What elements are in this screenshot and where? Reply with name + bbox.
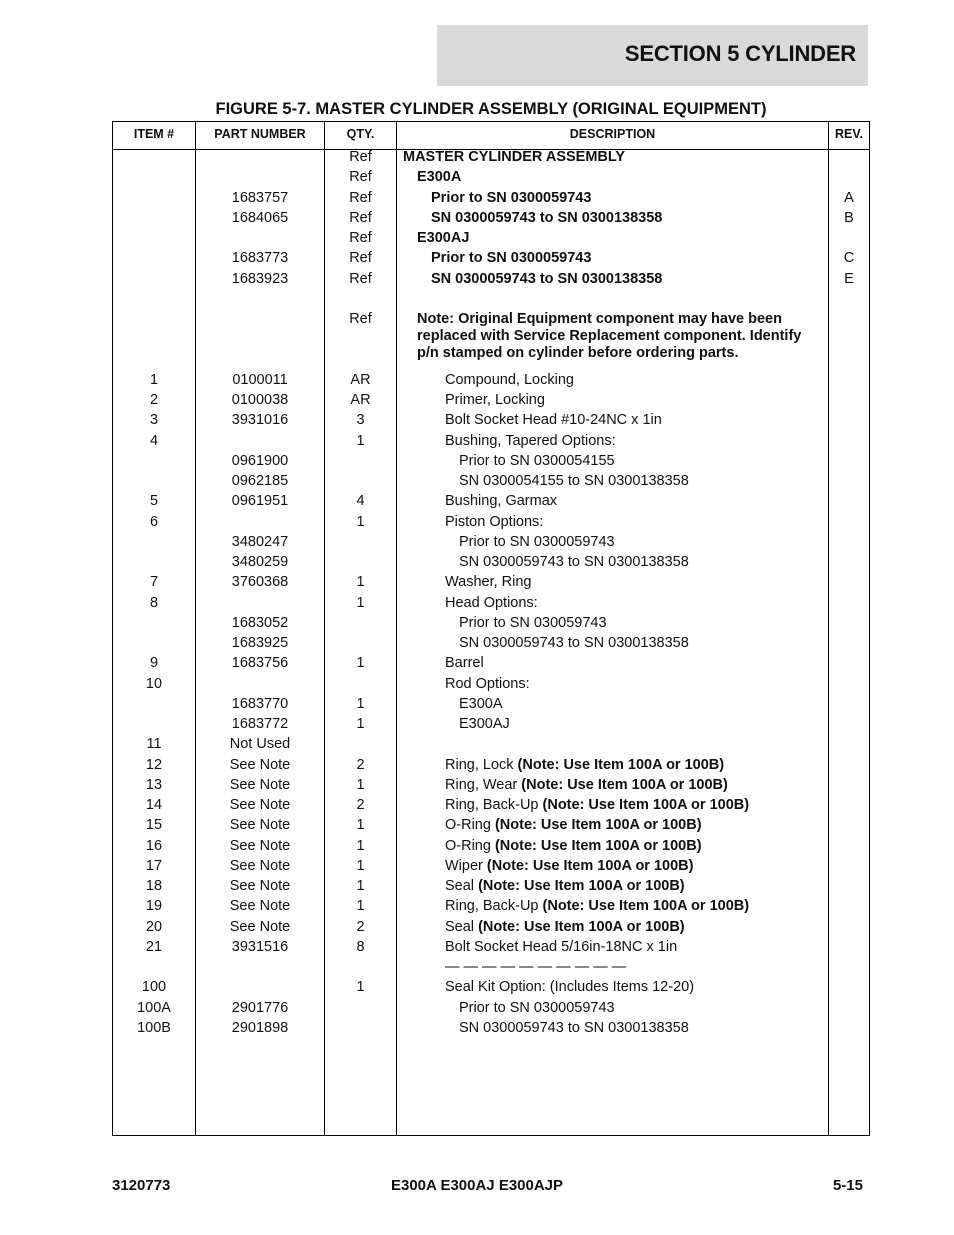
description-text: Seal Kit Option: (Includes Items 12-20) xyxy=(445,979,695,996)
quantity: 8 xyxy=(356,938,365,955)
quantity: 2 xyxy=(356,797,365,813)
parts-table xyxy=(112,121,870,1136)
quantity: AR xyxy=(350,371,371,388)
description xyxy=(445,939,875,955)
description xyxy=(459,615,889,631)
description xyxy=(445,838,875,854)
quantity: Ref xyxy=(349,149,372,165)
part-number: 3931516 xyxy=(231,938,289,955)
description-text: Ring, Back-Up xyxy=(445,797,543,813)
description xyxy=(445,655,875,671)
description-text: E300AJ xyxy=(459,716,510,732)
item-number: 19 xyxy=(145,898,163,915)
description-text: Barrel xyxy=(445,655,484,672)
item-number: 7 xyxy=(149,574,159,591)
description-note: (Note: Use Item 100A or 100B) xyxy=(486,857,694,874)
description-text: Washer, Ring xyxy=(445,574,532,591)
part-number: 1683756 xyxy=(231,655,289,672)
footer-page-number: 5-15 xyxy=(832,1177,863,1194)
item-number: 100A xyxy=(137,999,171,1016)
item-number: 2 xyxy=(149,392,159,408)
description-text: O-Ring xyxy=(445,817,495,834)
quantity: Ref xyxy=(349,189,372,206)
quantity: 1 xyxy=(356,716,365,732)
revision: B xyxy=(844,209,854,226)
part-number: 1683773 xyxy=(231,250,289,267)
description-note: (Note: Use Item 100A or 100B) xyxy=(542,898,750,915)
revision: A xyxy=(844,189,854,206)
part-number: 1683925 xyxy=(231,635,289,651)
part-number: Not Used xyxy=(229,736,291,753)
column-header-qty: QTY. xyxy=(346,127,375,141)
quantity: 1 xyxy=(356,898,365,915)
description-text: Wiper xyxy=(445,857,487,874)
description xyxy=(445,676,875,692)
description xyxy=(445,514,875,530)
part-number: 1684065 xyxy=(231,209,289,226)
part-number: 0100011 xyxy=(232,371,288,388)
description xyxy=(459,696,889,712)
section-title: SECTION 5 CYLINDER xyxy=(624,41,856,66)
part-number: 3480247 xyxy=(231,533,289,550)
description-text: SN 0300059743 to SN 0300138358 xyxy=(459,1019,689,1036)
description-text: SN 0300059743 to SN 0300138358 xyxy=(431,209,663,226)
description-text: Ring, Lock xyxy=(445,756,518,773)
item-number: 15 xyxy=(145,817,163,834)
quantity: Ref xyxy=(349,250,372,267)
description xyxy=(445,392,875,408)
column-header-description: DESCRIPTION xyxy=(569,127,656,141)
description xyxy=(459,453,889,469)
description-text: O-Ring xyxy=(445,837,495,854)
item-number: 100B xyxy=(137,1019,171,1036)
quantity: Ref xyxy=(349,270,372,287)
part-number: See Note xyxy=(229,797,291,813)
part-number: 1683772 xyxy=(231,716,289,732)
description xyxy=(459,716,889,732)
quantity: 1 xyxy=(356,837,365,854)
quantity: 1 xyxy=(356,655,365,672)
description xyxy=(445,979,875,995)
part-number: 0961900 xyxy=(231,452,289,469)
part-number: 1683757 xyxy=(231,189,289,206)
item-number: 10 xyxy=(145,675,163,692)
item-number: 3 xyxy=(149,412,159,429)
description-text: — — — — — — — — — — xyxy=(445,959,627,975)
item-number: 18 xyxy=(145,878,163,894)
item-number: 13 xyxy=(145,776,163,793)
part-number: 2901776 xyxy=(231,999,289,1016)
description xyxy=(445,777,875,793)
quantity: 1 xyxy=(356,979,365,996)
quantity: 1 xyxy=(356,878,365,894)
description-note: (Note: Use Item 100A or 100B) xyxy=(478,918,685,935)
description xyxy=(445,858,875,874)
description xyxy=(431,190,861,206)
footer-doc-number: 3120773 xyxy=(112,1177,171,1194)
description xyxy=(431,271,861,287)
description xyxy=(445,595,875,611)
description xyxy=(417,169,847,185)
description xyxy=(445,817,875,833)
description-text: Ring, Wear xyxy=(445,776,522,793)
description-text: Bushing, Garmax xyxy=(445,493,558,510)
part-number: 0962185 xyxy=(231,473,289,489)
description xyxy=(445,878,875,894)
description-text: Prior to SN 030059743 xyxy=(459,614,607,631)
description-note: (Note: Use Item 100A or 100B) xyxy=(517,756,725,773)
quantity: 2 xyxy=(356,918,365,935)
description xyxy=(445,412,875,428)
quantity: 1 xyxy=(356,857,365,874)
column-header-item: ITEM # xyxy=(133,127,175,141)
column-header-rev: REV. xyxy=(834,127,864,141)
part-number: See Note xyxy=(229,776,291,793)
quantity: Ref xyxy=(349,311,372,327)
footer-models: E300A E300AJ E300AJP xyxy=(390,1177,564,1194)
description xyxy=(431,250,861,266)
quantity: 3 xyxy=(356,412,365,429)
quantity: 1 xyxy=(356,513,365,530)
part-number: 1683923 xyxy=(231,270,289,287)
item-number: 8 xyxy=(149,594,159,611)
item-number: 1 xyxy=(149,371,159,388)
description xyxy=(459,1020,889,1036)
description-text: Prior to SN 0300059743 xyxy=(459,533,615,550)
item-number: 20 xyxy=(145,918,163,935)
quantity: 1 xyxy=(356,817,365,834)
part-number: 3760368 xyxy=(231,574,289,591)
description xyxy=(459,635,889,651)
description-text: Prior to SN 0300059743 xyxy=(431,250,592,267)
item-number: 5 xyxy=(149,493,159,510)
quantity: 4 xyxy=(356,493,365,510)
item-number: 9 xyxy=(149,655,159,672)
part-number: See Note xyxy=(229,756,291,773)
item-number: 12 xyxy=(145,756,163,773)
description xyxy=(445,797,875,813)
description-text: E300A xyxy=(459,695,503,712)
quantity: 1 xyxy=(356,594,365,611)
description-text: Prior to SN 0300059743 xyxy=(459,999,615,1016)
part-number: See Note xyxy=(229,878,291,894)
description-note: (Note: Use Item 100A or 100B) xyxy=(542,797,750,813)
quantity: 2 xyxy=(356,756,365,773)
item-number: 21 xyxy=(145,938,163,955)
description-text: SN 0300059743 to SN 0300138358 xyxy=(459,554,689,570)
part-number: 0100038 xyxy=(231,392,289,408)
description-note: (Note: Use Item 100A or 100B) xyxy=(478,878,685,894)
part-number: See Note xyxy=(229,898,291,915)
description-text: Rod Options: xyxy=(445,675,530,692)
description-text: Seal xyxy=(445,878,479,894)
description-note: (Note: Use Item 100A or 100B) xyxy=(494,837,702,854)
quantity: 1 xyxy=(356,574,365,591)
part-number: See Note xyxy=(229,837,291,854)
description-text: Seal xyxy=(445,918,479,935)
item-number: 100 xyxy=(141,979,167,996)
quantity: 1 xyxy=(356,776,365,793)
description-text: Compound, Locking xyxy=(445,371,574,388)
item-number: 11 xyxy=(146,736,162,753)
quantity: 1 xyxy=(356,432,365,449)
description-text: Note: Original Equipment component may have been replaced with Service Replacement component. Identify p/n stamped on cylinder before ordering parts. xyxy=(417,311,802,361)
description-note: (Note: Use Item 100A or 100B) xyxy=(521,776,728,793)
part-number: See Note xyxy=(229,857,291,874)
quantity: Ref xyxy=(349,230,372,246)
description-text: Head Options: xyxy=(445,594,538,611)
description-text: Piston Options: xyxy=(445,513,544,530)
revision: C xyxy=(843,250,855,267)
description-text: Bolt Socket Head 5/16in-18NC x 1in xyxy=(445,938,678,955)
item-number: 6 xyxy=(149,513,159,530)
description-text: E300AJ xyxy=(417,230,470,246)
item-number: 16 xyxy=(145,837,163,854)
description xyxy=(445,574,875,590)
description-text: MASTER CYLINDER ASSEMBLY xyxy=(403,149,626,165)
description-text: Bolt Socket Head #10-24NC x 1in xyxy=(445,412,662,429)
description-text: SN 0300054155 to SN 0300138358 xyxy=(459,473,689,489)
column-header-part-number: PART NUMBER xyxy=(214,127,306,141)
description xyxy=(445,757,875,773)
description-text: Bushing, Tapered Options: xyxy=(445,432,616,449)
item-number: 4 xyxy=(149,432,159,449)
description xyxy=(445,372,875,388)
description xyxy=(445,959,875,975)
description xyxy=(445,898,875,914)
description-text: E300A xyxy=(417,169,462,186)
description xyxy=(417,230,847,246)
description xyxy=(403,149,833,165)
description-note: (Note: Use Item 100A or 100B) xyxy=(494,817,702,834)
description-text: Prior to SN 0300059743 xyxy=(431,189,592,206)
figure-title: FIGURE 5-7. MASTER CYLINDER ASSEMBLY (ORIGINAL EQUIPMENT) xyxy=(215,100,767,118)
description-text: SN 0300059743 to SN 0300138358 xyxy=(459,635,689,651)
description-text: SN 0300059743 to SN 0300138358 xyxy=(431,270,663,287)
description xyxy=(459,1000,889,1016)
description xyxy=(431,210,861,226)
quantity: Ref xyxy=(349,169,372,186)
revision: E xyxy=(844,270,854,287)
part-number: 1683052 xyxy=(231,614,289,631)
column-divider xyxy=(396,122,397,1135)
description xyxy=(445,433,875,449)
item-number: 14 xyxy=(145,797,163,813)
part-number: See Note xyxy=(229,918,291,935)
description-text: Prior to SN 0300054155 xyxy=(459,452,615,469)
quantity: Ref xyxy=(349,209,372,226)
part-number: 0961951 xyxy=(231,493,289,510)
description xyxy=(445,919,875,935)
part-number: 3931016 xyxy=(231,412,289,429)
section-header-band xyxy=(437,25,868,86)
description xyxy=(459,554,889,570)
description-text: Primer, Locking xyxy=(445,392,545,408)
part-number: 1683770 xyxy=(231,695,289,712)
part-number: 3480259 xyxy=(231,554,289,570)
part-number: 2901898 xyxy=(231,1019,289,1036)
part-number: See Note xyxy=(229,817,291,834)
quantity: AR xyxy=(350,392,371,408)
description xyxy=(459,534,889,550)
item-number: 17 xyxy=(145,857,163,874)
description xyxy=(459,473,889,489)
description xyxy=(445,493,875,509)
quantity: 1 xyxy=(356,695,365,712)
description-text: Ring, Back-Up xyxy=(445,898,543,915)
description xyxy=(417,311,802,362)
